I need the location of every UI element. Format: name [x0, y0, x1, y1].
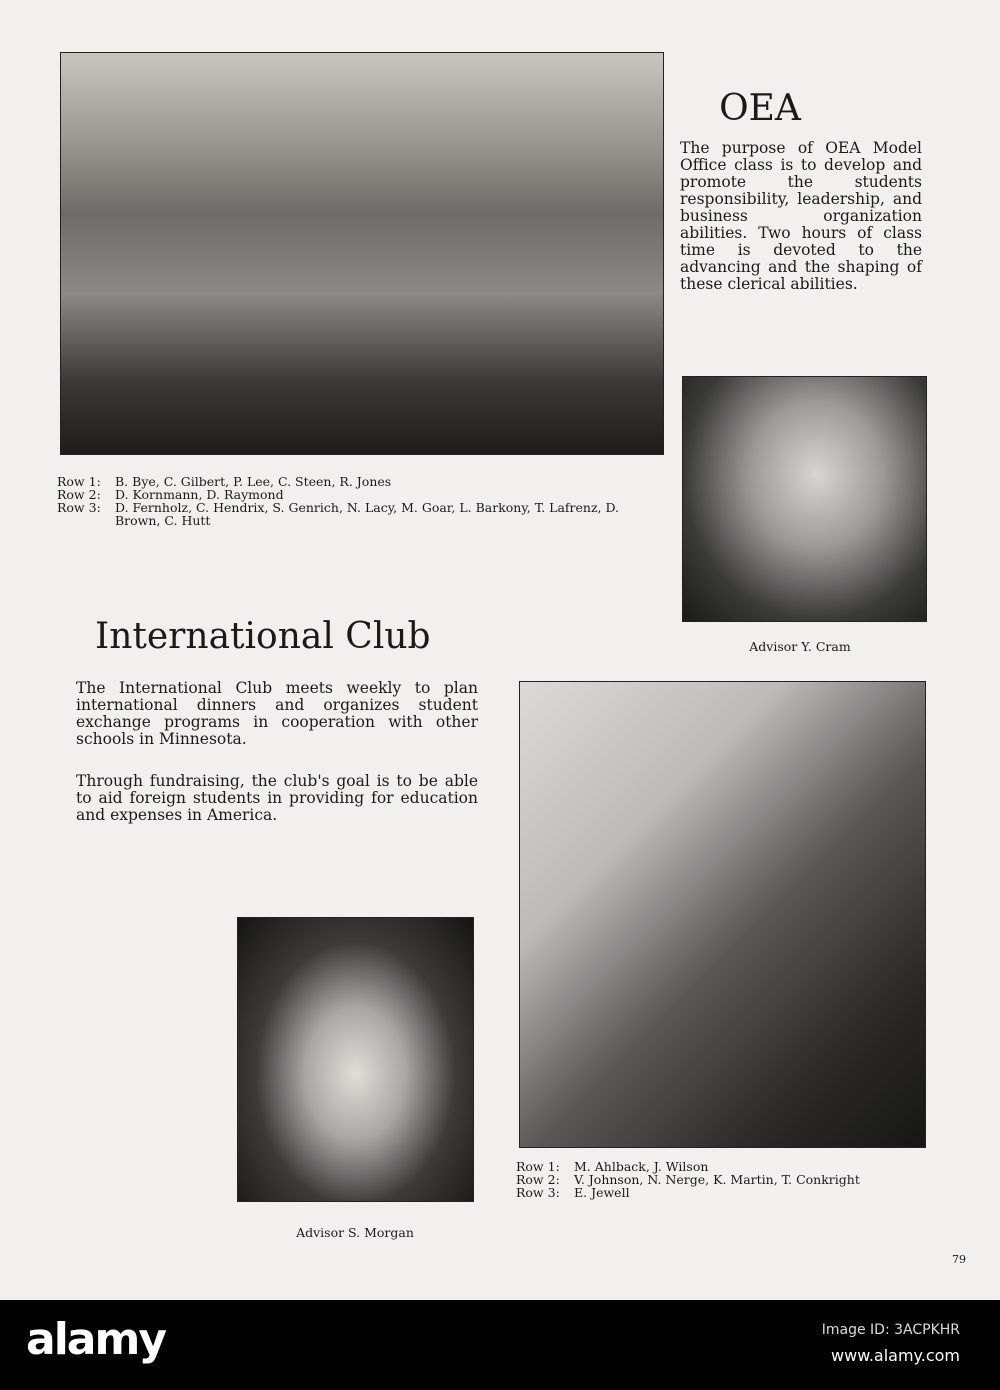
- advisor-morgan-caption: Advisor S. Morgan: [296, 1225, 414, 1240]
- caption-row: Row 1: B. Bye, C. Gilbert, P. Lee, C. Steen, R. Jones: [57, 474, 392, 489]
- caption-row: Row 1: M. Ahlback, J. Wilson: [516, 1159, 709, 1174]
- caption-row: Row 2: V. Johnson, N. Nerge, K. Martin, T. Conkright: [516, 1172, 860, 1187]
- advisor-morgan-photo: [237, 917, 474, 1202]
- oea-group-photo: [60, 52, 664, 455]
- alamy-logo: alamy: [26, 1314, 165, 1365]
- intl-club-group-photo: [519, 681, 926, 1148]
- image-id: Image ID: 3ACPKHR: [821, 1322, 960, 1338]
- caption-row: Row 3: E. Jewell: [516, 1185, 630, 1200]
- oea-caption: [57, 475, 657, 527]
- intl-club-paragraph-1: The International Club meets weekly to plan international dinners and organizes student exchange programs in cooperation with other schools in Minnesota.: [76, 679, 478, 748]
- intl-club-paragraph-2: Through fundraising, the club's goal is to be able to aid foreign students in providing for education and expenses in America.: [76, 772, 478, 824]
- page-number: 79: [952, 1253, 966, 1266]
- advisor-cram-caption: Advisor Y. Cram: [749, 639, 851, 654]
- oea-title: OEA: [719, 88, 801, 129]
- oea-description: The purpose of OEA Model Office class is to develop and promote the students responsibility, leadership, and business organization abilities. Two hours of class time is devoted to the advancing and the shaping of these clerical abilities.: [680, 139, 922, 293]
- intl-club-title: International Club: [95, 616, 431, 657]
- intl-club-caption: [516, 1160, 936, 1199]
- caption-row: Row 2: D. Kornmann, D. Raymond: [57, 487, 284, 502]
- alamy-url: www.alamy.com: [831, 1346, 960, 1365]
- caption-row: Row 3: D. Fernholz, C. Hendrix, S. Genrich, N. Lacy, M. Goar, L. Barkony, T. Lafrenz, D. Brown, C. Hutt: [57, 500, 620, 528]
- watermark-footer: [0, 1300, 1000, 1390]
- advisor-cram-photo: [682, 376, 927, 622]
